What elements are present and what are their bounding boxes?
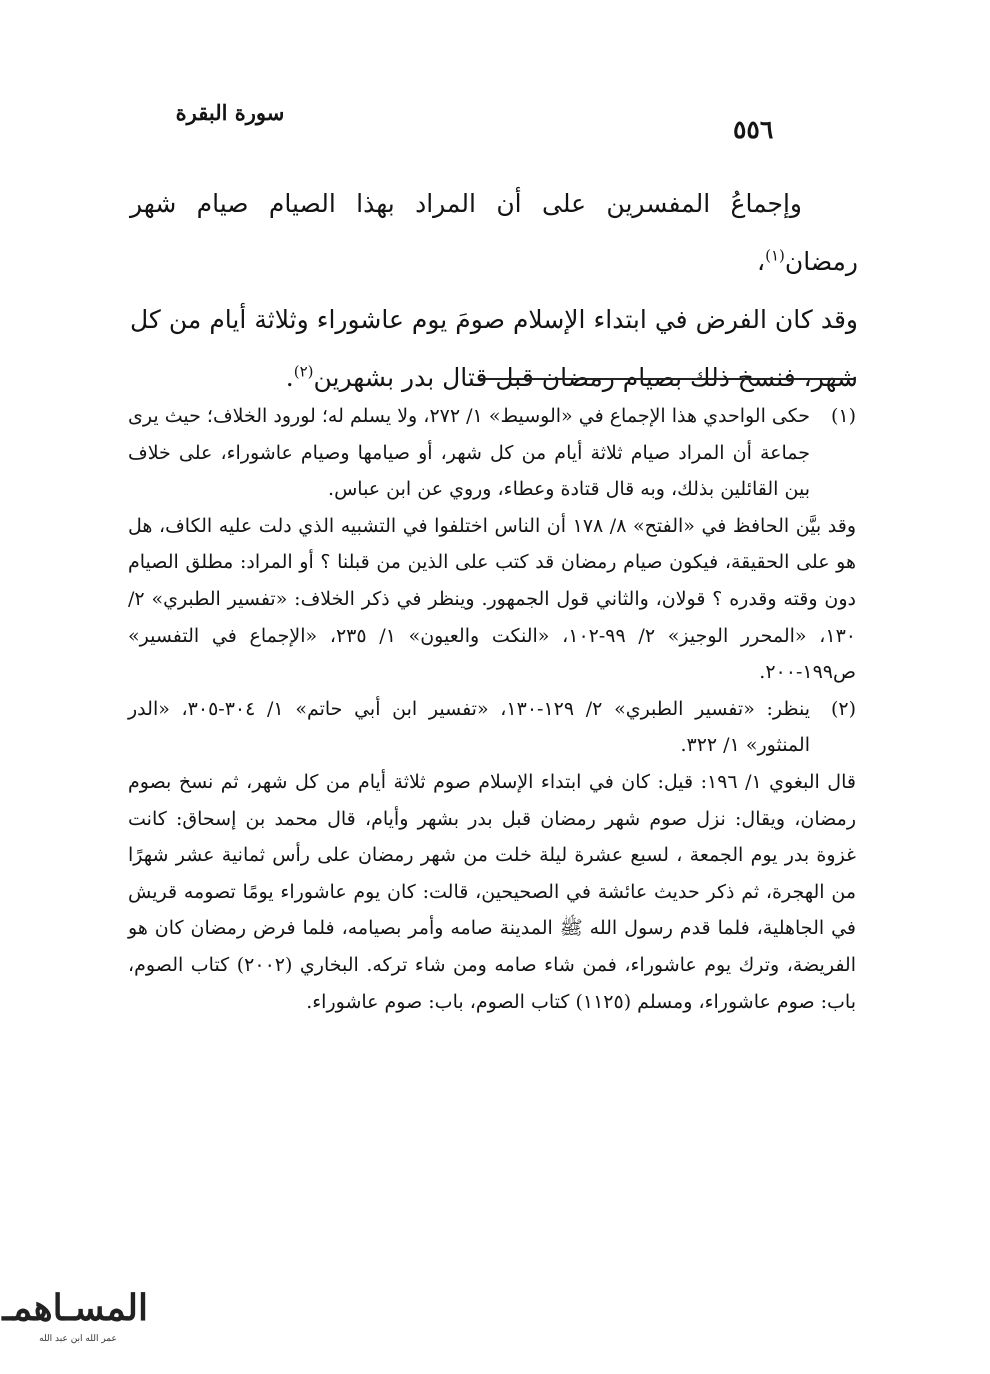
- footnotes: [128, 398, 856, 1020]
- footnote-2: [128, 691, 856, 764]
- punctuation: .: [285, 363, 294, 392]
- logo-subtitle: عمر الله ابن عبد الله: [39, 1334, 117, 1344]
- page-number: ٥٥٦: [733, 115, 774, 144]
- footnote-1: [128, 398, 856, 508]
- footnote-2-continuation: قال البغوي ١/ ١٩٦: قيل: كان في ابتداء الإسلام صوم ثلاثة أيام من كل شهر، ثم نسخ بصوم رمضان، ويقال: نزل صوم شهر رمضان قبل بدر بشهر وأيام، قال محمد بن إسحاق: كانت غزوة بدر يوم الجمعة ، لسبع عشرة ليلة خلت من شهر رمضان على رأس ثمانية عشر شهرًا من الهجرة، ثم ذكر حديث عائشة في الصحيحين، قالت: كان يوم عاشوراء يومًا تصومه قريش في الجاهلية، فلما قدم رسول الله ﷺ المدينة صامه وأمر بصيامه، فلما فرض رمضان كان هو الفريضة، وترك يوم عاشوراء، فمن شاء صامه ومن شاء تركه. البخاري (٢٠٠٢) كتاب الصوم، باب: صوم عاشوراء، ومسلم (١١٢٥) كتاب الصوم، باب: صوم عاشوراء.: [128, 770, 856, 1013]
- main-paragraph-1: [130, 175, 858, 291]
- publisher-logo: [2, 1282, 148, 1354]
- footnote-separator: [480, 378, 854, 380]
- punctuation: ،: [757, 247, 766, 276]
- footnote-1-continuation: وقد بيَّن الحافظ في «الفتح» ٨/ ١٧٨ أن الناس اختلفوا في التشبيه الذي دلت عليه الكاف، هل هو على الحقيقة، فيكون صيام رمضان قد كتب على الذين من قبلنا ؟ أو المراد: مطلق الصيام دون وقته وقدره ؟ قولان، والثاني قول الجمهور. وينظر في ذكر الخلاف: «تفسير الطبري» ٢/ ١٣٠، «المحرر الوجيز» ٢/ ٩٩-١٠٢، «النكت والعيون» ١/ ٢٣٥، «الإجماع في التفسير» ص١٩٩-٢٠٠.: [128, 514, 856, 684]
- running-header-title: سورة البقرة: [175, 100, 285, 125]
- footnote-2-text: ينظر: «تفسير الطبري» ٢/ ١٢٩-١٣٠، «تفسير ابن أبي حاتم» ١/ ٣٠٤-٣٠٥، «الدر المنثور» ١/ ٣٢٢.: [128, 697, 810, 757]
- logo-calligraphy: المسـاهمـ: [2, 1287, 148, 1329]
- footnote-2-number: (٢): [830, 697, 856, 720]
- footnote-ref-1: (١): [765, 246, 785, 265]
- main-text: [130, 175, 858, 407]
- footnote-ref-2: (٢): [293, 362, 314, 381]
- main-line-2: وقد كان الفرض في ابتداء الإسلام صومَ يوم عاشوراء وثلاثة أيام من كل شهر، فنسخ ذلك بصيام رمضان قبل قتال بدر بشهرين: [130, 305, 858, 392]
- main-paragraph-2: [130, 291, 858, 407]
- footnote-1-number: (١): [830, 405, 856, 427]
- footnote-1-text: حكى الواحدي هذا الإجماع في «الوسيط» ١/ ٢٧٢، ولا يسلم له؛ لورود الخلاف؛ حيث يرى جماعة أن المراد صيام ثلاثة أيام من كل شهر، أو صيامها وصيام عاشوراء، على خلاف بين القائلين بذلك، وبه قال قتادة وعطاء، وروي عن ابن عباس.: [128, 405, 810, 501]
- main-line-1: وإجماعُ المفسرين على أن المراد بهذا الصيام صيام شهر رمضان: [130, 189, 858, 276]
